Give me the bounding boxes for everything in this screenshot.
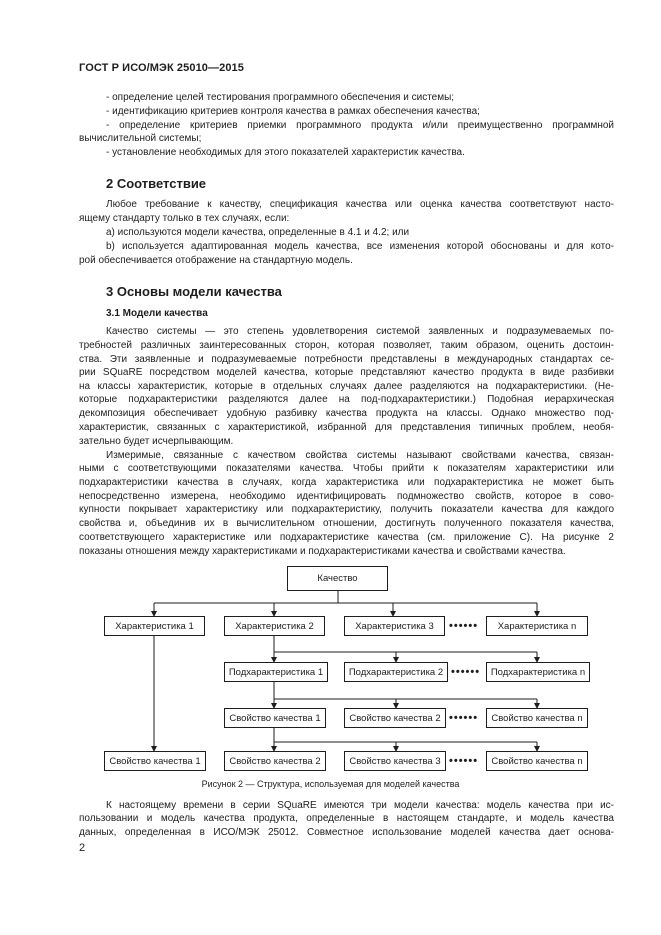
characteristic-box: Характеристика 3 bbox=[344, 616, 445, 636]
paragraph-line: требностей различных заинтересованных сторон, которая позволяет, таким образом, оценить достоин- bbox=[79, 340, 614, 351]
list-item: - идентификацию критериев контроля качества в рамках обеспечения качества; bbox=[106, 106, 480, 117]
quality-property-box: Свойство качества 1 bbox=[104, 751, 206, 771]
list-item: - установление необходимых для этого показателей характеристик качества. bbox=[106, 147, 465, 158]
page-number: 2 bbox=[79, 842, 86, 854]
paragraph-line: непосредственно измерена, необходимо идентифицировать подмножество свойств, которое в сово- bbox=[79, 491, 614, 502]
characteristic-box: Характеристика n bbox=[486, 616, 588, 636]
list-item-b-continuation: рой обеспечивается отображение на стандартную модель. bbox=[79, 255, 353, 266]
characteristic-box: Характеристика 2 bbox=[224, 616, 325, 636]
figure-caption: Рисунок 2 — Структура, используемая для моделей качества bbox=[201, 779, 460, 789]
subcharacteristic-box: Подхарактеристика n bbox=[486, 662, 590, 682]
quality-property-box: Свойство качества 3 bbox=[344, 751, 446, 771]
paragraph-line: ящему стандарту только в тех случаях, если: bbox=[79, 213, 290, 224]
paragraph-line: которые подхарактеристики разделяются далее на под-подхарактеристики.) Подобная иерархическая bbox=[79, 394, 614, 405]
paragraph-line: ными с соответствующими показателями качества. Чтобы прийти к показателям характеристики или bbox=[79, 463, 614, 474]
section-3-heading: 3 Основы модели качества bbox=[106, 284, 282, 299]
subsection-3-1-heading: 3.1 Модели качества bbox=[106, 308, 208, 319]
ellipsis-dots: •••••• bbox=[449, 712, 479, 724]
document-header: ГОСТ Р ИСО/МЭК 25010—2015 bbox=[79, 62, 244, 74]
paragraph-line: свойства и, объединив их в вычислительном отношении, достигнуть полученного показателя качества, bbox=[79, 518, 614, 529]
paragraph-line: Измеримые, связанные с качеством свойства системы называют свойствами качества, связан- bbox=[106, 450, 614, 461]
paragraph-line: рии SQuaRE посредством моделей качества, которые представляют качество продукта в виде разбивки bbox=[79, 367, 614, 378]
paragraph-line: на классы характеристик, которые в отдельных случаях далее разделяются на подхарактеристики. (Не- bbox=[79, 381, 614, 392]
paragraph-line: К настоящему времени в серии SQuaRE имеются три модели качества: модель качества при ис- bbox=[106, 800, 614, 811]
section-2-heading: 2 Соответствие bbox=[106, 176, 207, 191]
paragraph-line: данных, определенная в ИСО/МЭК 25012. Совместное использование моделей качества дает основа- bbox=[79, 827, 614, 838]
ellipsis-dots: •••••• bbox=[449, 755, 479, 767]
subcharacteristic-box: Подхарактеристика 1 bbox=[224, 662, 328, 682]
subcharacteristic-box: Подхарактеристика 2 bbox=[344, 662, 448, 682]
paragraph-line: купности покрывает характеристику или подхарактеристику, получить показатели качества для каждого bbox=[79, 504, 614, 515]
paragraph-line: показаны отношения между характеристиками и подхарактеристиками качества и свойствами качества. bbox=[79, 546, 566, 557]
paragraph-line: соответствующего характеристике или подхарактеристике качества (см. приложение С). На рисунке 2 bbox=[79, 532, 614, 543]
paragraph-line: подхарактеристики качества в случаях, когда характеристика или подхарактеристика не может быть bbox=[79, 477, 614, 488]
characteristic-box: Характеристика 1 bbox=[104, 616, 205, 636]
paragraph-line: Любое требование к качеству, спецификация качества или оценка качества соответствуют насто- bbox=[106, 199, 614, 210]
ellipsis-dots: •••••• bbox=[451, 666, 481, 678]
list-item-continuation: вычислительной системы; bbox=[79, 133, 202, 144]
paragraph-line: ства. Эти заявленные и подразумеваемые потребности представлены в международных стандартах се- bbox=[79, 354, 614, 365]
list-item: - определение критериев приемки программного продукта и/или преимущественно программной bbox=[106, 120, 614, 131]
paragraph-line: характеристик, связанных с характеристикой, избранной для представления типичных проблем, необя- bbox=[79, 422, 614, 433]
ellipsis-dots: •••••• bbox=[449, 620, 479, 632]
paragraph-line: Качество системы — это степень удовлетворения системой заявленных и подразумеваемых по- bbox=[106, 326, 614, 337]
paragraph-line: пользовании и модель качества продукта, определенные в настоящем стандарте, и модель качества bbox=[79, 813, 614, 824]
list-item-a: а) используются модели качества, определенные в 4.1 и 4.2; или bbox=[106, 227, 410, 238]
paragraph-line: декомпозиция обеспечивает удобную разбивку качества продукта на классы. Однако множество под- bbox=[79, 408, 614, 419]
quality-property-box: Свойство качества n bbox=[486, 751, 588, 771]
list-item: - определение целей тестирования программного обеспечения и системы; bbox=[106, 92, 455, 103]
quality-root-box: Качество bbox=[287, 566, 388, 591]
quality-property-box: Свойство качества 2 bbox=[224, 751, 326, 771]
quality-property-box: Свойство качества 2 bbox=[344, 708, 446, 728]
paragraph-line: зательно будет исчерпывающим. bbox=[79, 436, 234, 447]
quality-property-box: Свойство качества 1 bbox=[224, 708, 326, 728]
list-item-b: b) используется адаптированная модель качества, все изменения которой обоснованы и для кото- bbox=[106, 241, 614, 252]
quality-property-box: Свойство качества n bbox=[486, 708, 588, 728]
